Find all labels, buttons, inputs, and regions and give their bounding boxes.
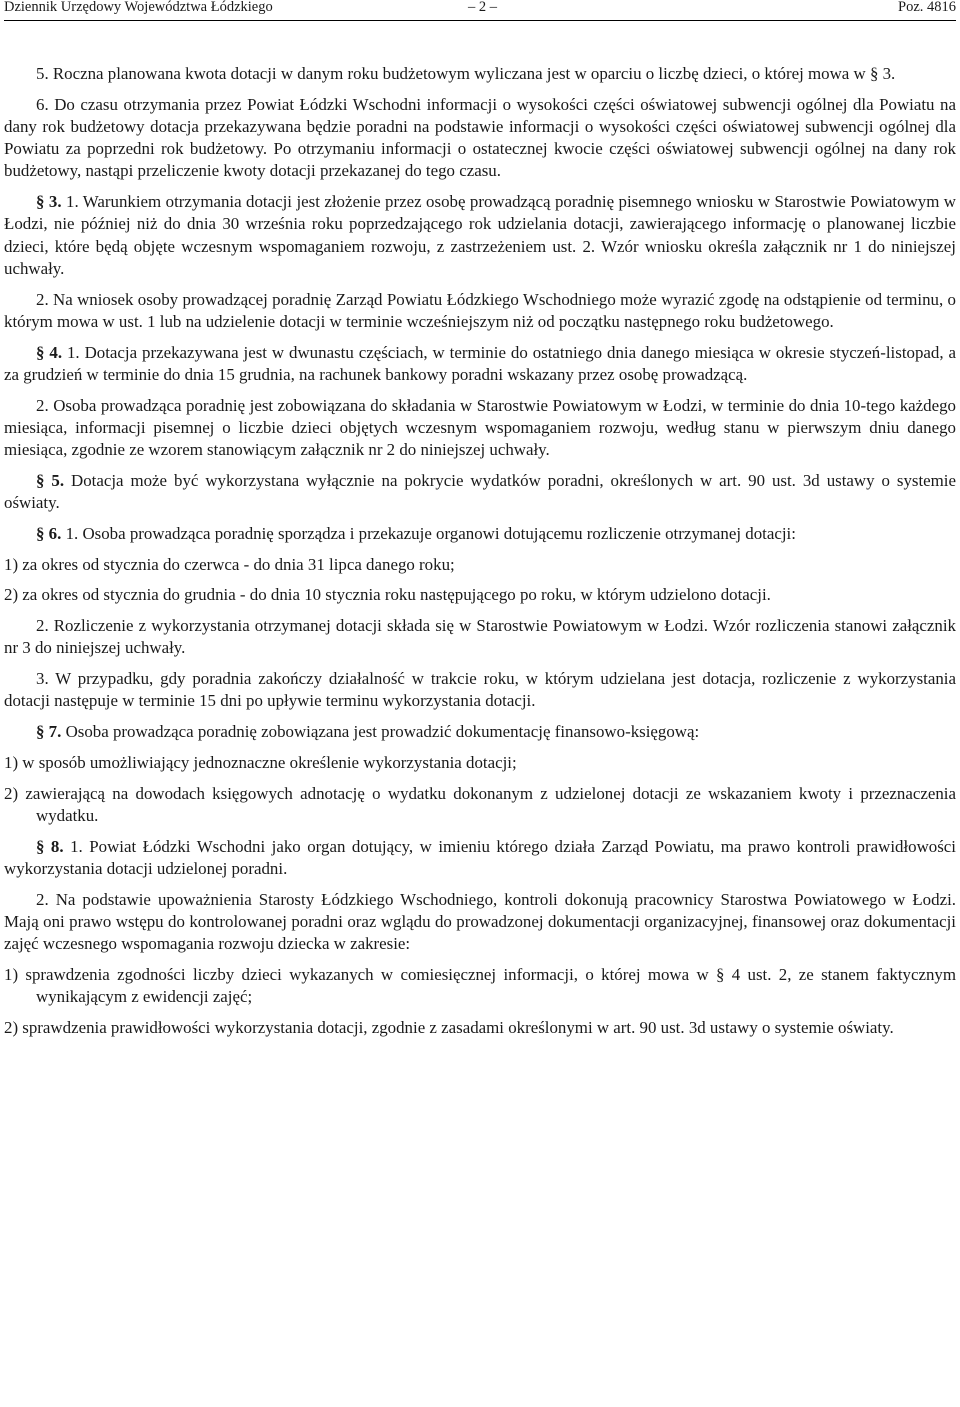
paragraph: 5. Roczna planowana kwota dotacji w danym roku budżetowym wyliczana jest w oparciu o liczbę dzieci, o której mowa w § 3. [36, 64, 896, 83]
list-item: 2) sprawdzenia prawidłowości wykorzystania dotacji, zgodnie z zasadami określonymi w art. 90 ust. 3d ustawy o systemie oświaty. [4, 1018, 894, 1037]
section-head: § 3. [36, 192, 62, 212]
list-item: 2) zawierającą na dowodach księgowych adnotację o wydatku dokonanym z udzielonej dotacji ze wskazaniem kwoty i przeznaczenia wydatku. [4, 783, 956, 825]
section-head: § 6. [36, 523, 62, 543]
paragraph-section-6 [4, 523, 956, 545]
page-number: – 2 – [468, 0, 497, 15]
header-rule [4, 20, 956, 21]
paragraph: 2. Na podstawie upoważnienia Starosty Łódzkiego Wschodniego, kontroli dokonują pracownicy Starostwa Powiatowego w Łodzi. Mają oni prawo wstępu do kontrolowanej poradni oraz wglądu do prowadzonej dokumentacji organizacyjnej, finansowej oraz dokumentacji zajęć wczesnego wspomagania rozwoju dziecka w zakresie: [4, 889, 956, 954]
paragraph: 6. Do czasu otrzymania przez Powiat Łódzki Wschodni informacji o wysokości części oświatowej subwencji ogólnej dla Powiatu na dany rok budżetowy dotacja przekazywana będzie poradni na podstawie informacji o wysokości części oświatowej subwencji ogólnej dla Powiatu za poprzedni rok budżetowy. Po otrzymaniu informacji o ostatecznej kwocie części oświatowej subwencji ogólnej na dany rok budżetowy, nastąpi przeliczenie kwoty dotacji przekazanej do tego czasu. [4, 94, 956, 181]
section-head: § 5. [36, 470, 65, 490]
section-text: Dotacja może być wykorzystana wyłącznie na pokrycie wydatków poradni, określonych w art. 90 ust. 3d ustawy o systemie oświaty. [4, 470, 956, 513]
paragraph: 3. W przypadku, gdy poradnia zakończy działalność w trakcie roku, w którym udzielana jest dotacja, rozliczenie z wykorzystania dotacji następuje w terminie 15 dni po upływie terminu wykorzystania dotacji. [4, 669, 956, 711]
paragraph-section-3 [4, 191, 956, 280]
section-text: Osoba prowadząca poradnię zobowiązana jest prowadzić dokumentację finansowo-księgową: [61, 722, 700, 742]
section-head: § 7. [36, 722, 62, 742]
paragraph: 2. Rozliczenie z wykorzystania otrzymanej dotacji składa się w Starostwie Powiatowym w Łodzi. Wzór rozliczenia stanowi załącznik nr 3 do niniejszej uchwały. [4, 616, 956, 658]
paragraph-section-5 [4, 470, 956, 514]
journal-title: Dziennik Urzędowy Województwa Łódzkiego [4, 0, 273, 15]
position-number: Poz. 4816 [898, 0, 956, 15]
section-text: 1. Powiat Łódzki Wschodni jako organ dotujący, w imieniu którego działa Zarząd Powiatu, ma prawo kontroli prawidłowości wykorzystania dotacji udzielonej poradni. [4, 836, 956, 878]
paragraph-section-4 [4, 342, 956, 386]
section-text: 1. Osoba prowadząca poradnię sporządza i przekazuje organowi dotującemu rozliczenie otrzymanej dotacji: [61, 523, 796, 543]
paragraph: 2. Osoba prowadząca poradnię jest zobowiązana do składania w Starostwie Powiatowym w Łodzi, w terminie do dnia 10-tego każdego miesiąca, informacji pisemnej o liczbie dzieci objętych wczesnym wspomaganiem rozwoju, według stanu w pierwszym dniu danego miesiąca, zgodnie ze wzorem stanowiącym załącznik nr 2 do niniejszej uchwały. [4, 395, 956, 460]
document-body [4, 63, 956, 1039]
list-item: 1) w sposób umożliwiający jednoznaczne określenie wykorzystania dotacji; [4, 753, 517, 772]
paragraph: 2. Na wniosek osoby prowadzącej poradnię Zarząd Powiatu Łódzkiego Wschodniego może wyrazić zgodę na odstąpienie od terminu, o którym mowa w ust. 1 lub na udzielenie dotacji w terminie wcześniejszym niż od początku następnego roku budżetowego. [4, 289, 956, 331]
section-text: 1. Dotacja przekazywana jest w dwunastu częściach, w terminie do ostatniego dnia danego miesiąca w okresie styczeń-listopad, a za grudzień w terminie do dnia 15 grudnia, na rachunek bankowy poradni wskazany przez osobę prowadzącą. [4, 342, 956, 384]
section-head: § 4. [36, 342, 63, 362]
list-item: 2) za okres od stycznia do grudnia - do dnia 10 stycznia roku następującego po roku, w którym udzielono dotacji. [4, 585, 771, 605]
paragraph-section-8 [4, 836, 956, 880]
list-item: 1) sprawdzenia zgodności liczby dzieci wykazanych w comiesięcznej informacji, o której mowa w § 4 ust. 2, ze stanem faktycznym wynikającym z ewidencji zajęć; [4, 965, 956, 1007]
paragraph-section-7 [4, 721, 956, 743]
section-text: 1. Warunkiem otrzymania dotacji jest złożenie przez osobę prowadzącą poradnię pisemnego wniosku w Starostwie Powiatowym w Łodzi, nie później niż do dnia 30 września roku poprzedzającego rok udzielania dotacji, zawierającego informację o planowanej liczbie dzieci, które będą objęte wczesnym wspomaganiem rozwoju, z zastrzeżeniem ust. 2. Wzór wniosku określa załącznik nr 1 do niniejszej uchwały. [4, 192, 956, 278]
list-item: 1) za okres od stycznia do czerwca - do dnia 31 lipca danego roku; [4, 554, 455, 574]
page-header [4, 0, 956, 18]
section-head: § 8. [36, 836, 64, 856]
